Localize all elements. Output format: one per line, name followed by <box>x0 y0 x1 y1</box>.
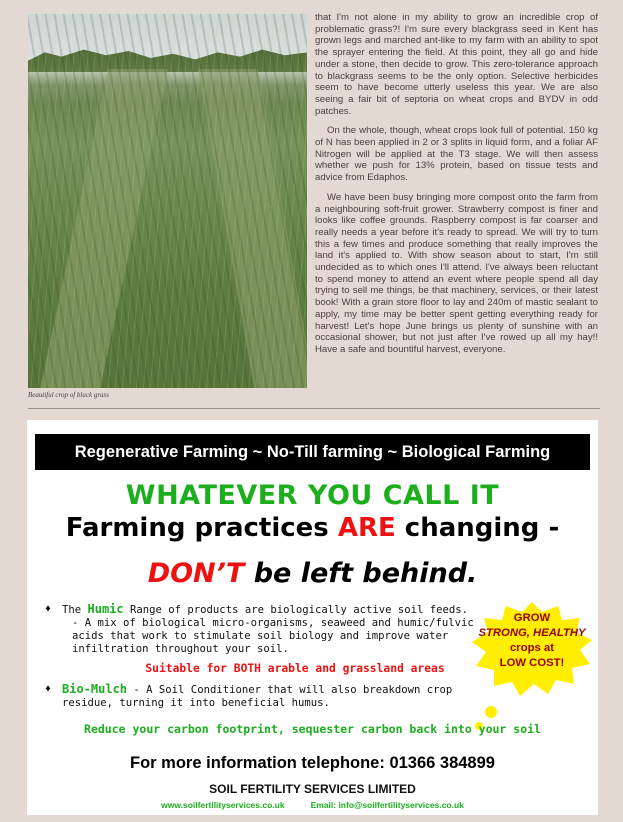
black-grass-photo <box>28 14 307 388</box>
section-divider <box>28 408 600 409</box>
product-list <box>45 603 485 710</box>
phone-line: For more information telephone: 01366 384899 <box>130 754 495 772</box>
starburst-text <box>470 611 594 671</box>
diamond-bullet-icon: ♦ <box>45 604 52 615</box>
humic-desc: Range of products are biologically active soil feeds. <box>123 604 469 616</box>
burst-line: LOW COST! <box>499 657 565 669</box>
advertisement <box>27 420 598 815</box>
headline-dont <box>27 558 598 589</box>
article-paragraph: On the whole, though, wheat crops look full of potential. 150 kg of N has been applied in 2 or 3 splits in liquid form, and a foliar AF Nitrogen will be applied at the T3 stage. We will then assess whether we push for 13% protein, based on tissue tests and advice from Edaphos. <box>315 125 598 184</box>
website-link[interactable]: www.soilfertilityservices.co.uk <box>161 800 285 810</box>
headline-whatever: WHATEVER YOU CALL IT <box>125 480 500 511</box>
biomulch-name: Bio-Mulch <box>62 682 128 696</box>
humic-intro: The <box>62 604 88 616</box>
suitable-note: Suitable for BOTH arable and grassland areas <box>145 662 445 675</box>
article-paragraph: We have been busy bringing more compost onto the farm from a neighbouring soft-fruit grower. Strawberry compost is finer and looks like coffee grounds. Raspberry compost is far coarser and really needs a year before it's ready to spread. We will try to turn this a few times and produce something that really improves the land it's applied to. With show season about to start, I'm still undecided as to which ones I'll attend. I've always been reluctant to spend money to attend an event where people spend all day trying to sell me things, be that machinery, services, or their latest book! With a grain store floor to lay and 240m of mastic sealant to apply, my time may be better spent getting everything ready for harvest! Let's hope June brings us plenty of sunshine with an occasional shower, but not just after I've rowed up all my hay!! Have a safe and bountiful harvest, everyone. <box>315 191 598 355</box>
burst-line: crops at <box>510 642 554 654</box>
headline-emphasis: DON’T <box>147 558 245 589</box>
headline-part: be left behind. <box>244 558 478 589</box>
ad-banner: Regenerative Farming ~ No-Till farming ~ Biological Farming <box>35 434 590 470</box>
carbon-tagline: Reduce your carbon footprint, sequester carbon back into your soil <box>84 722 541 736</box>
article-body <box>315 12 598 364</box>
biomulch-desc: - A Soil Conditioner that will also breakdown crop residue, turning it into beneficial humus. <box>62 684 453 709</box>
email-link[interactable]: Email: info@soilfertilityservices.co.uk <box>310 800 464 810</box>
article-paragraph: that I'm not alone in my ability to grow an incredible crop of problematic grass?! I'm sure every blackgrass seed in Kent has grown legs and marched ant-like to my farm with an ability to spot the sprayer entering the field. At this point, they all go and hide under a stone, then decide to grow. This zero-tolerance approach to blackgrass seems to be the only option. Selective herbicides seem to have become utterly useless this year. We are also seeing a fair bit of septoria on wheat crops and BYDV in odd patches. <box>315 12 598 117</box>
photo-caption: Beautiful crop of black grass <box>28 391 110 399</box>
headline-part: changing - <box>395 513 560 543</box>
headline-practices <box>27 513 598 543</box>
humic-name: Humic <box>87 602 124 616</box>
burst-line: STRONG, HEALTHY <box>478 627 586 639</box>
grass-texture <box>28 14 307 388</box>
list-item-biomulch <box>45 683 485 710</box>
company-name: SOIL FERTILITY SERVICES LIMITED <box>209 782 416 796</box>
diamond-bullet-icon: ♦ <box>45 684 52 695</box>
list-item-humic <box>45 603 485 656</box>
humic-detail: - A mix of biological micro-organisms, seaweed and humic/fulvic acids that work to stimulate soil biology and improve water infiltration throughout your soil. <box>72 617 474 655</box>
contact-line <box>27 800 598 810</box>
headline-emphasis: ARE <box>337 513 396 543</box>
headline-part: Farming practices <box>65 513 338 543</box>
bubble-dot <box>485 706 497 718</box>
burst-line: GROW <box>513 612 551 624</box>
